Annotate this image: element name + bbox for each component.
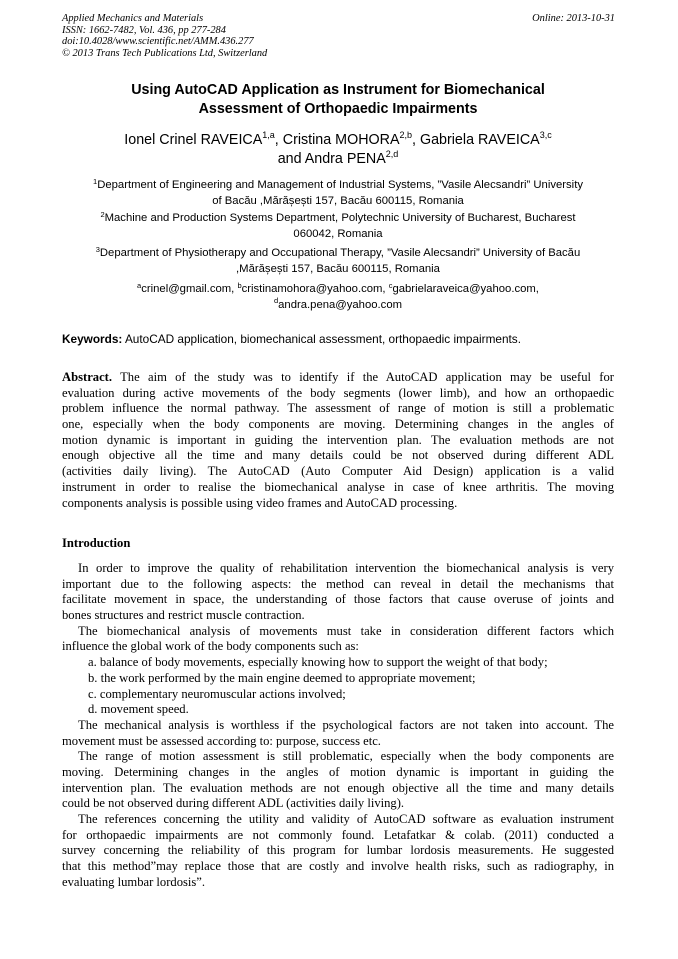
affiliation-3-text-1: Department of Physiotherapy and Occupational Therapy, ”Vasile Alecsandri” University of Bacău bbox=[99, 247, 581, 259]
email-d[interactable]: andra.pena@yahoo.com bbox=[278, 298, 403, 311]
intro-line: moving. Determining changes in the angles of motion dynamic is important in guiding the bbox=[62, 764, 614, 779]
keywords-label: Keywords: bbox=[62, 332, 123, 346]
affiliation-3-sup: 3 bbox=[95, 244, 100, 254]
abstract-line: evaluation during active movements of the body segments (lower limb), and how an orthopaedic bbox=[62, 385, 614, 400]
email-b[interactable]: cristinamohora@yahoo.com, bbox=[241, 283, 389, 295]
author-emails bbox=[62, 282, 614, 313]
online-date: Online: 2013-10-31 bbox=[532, 13, 615, 24]
affiliation-1 bbox=[62, 178, 614, 209]
list-item: c. complementary neuromuscular actions involved; bbox=[88, 686, 346, 701]
affiliation-1-text-1: Department of Engineering and Management of Industrial Systems, ”Vasile Alecsandri” University bbox=[97, 179, 583, 191]
abstract-line: (activities daily living). The AutoCAD (Auto Computer Aid Design) application is a valid bbox=[62, 464, 614, 479]
author-2-sup: 2,b bbox=[399, 130, 413, 140]
abstract-line: instrument in order to realise the biomechanical analyse in case of knee arthritis. The moving bbox=[62, 479, 614, 494]
affiliation-1-sup: 1 bbox=[93, 176, 98, 186]
author-4: and Andra PENA bbox=[277, 150, 386, 167]
intro-line: facilitate movement in space, the understanding of those factors that cause overuse of joints and bbox=[62, 592, 614, 607]
abstract-line: motion dynamic is important in guiding the intervention plan. The evaluation methods are not bbox=[62, 432, 614, 447]
title-line-2: Assessment of Orthopaedic Impairments bbox=[198, 100, 478, 117]
abstract-text: The aim of the study was to identify if the AutoCAD application may be useful for bbox=[112, 370, 614, 384]
author-list bbox=[62, 131, 614, 168]
intro-line: evaluating lumbar lordosis”. bbox=[62, 874, 206, 889]
affiliation-2-sup: 2 bbox=[100, 209, 105, 219]
email-a[interactable]: crinel@gmail.com, bbox=[141, 283, 238, 295]
journal-name: Applied Mechanics and Materials bbox=[62, 13, 204, 24]
intro-line: important due to the following aspects: the method can reveal in detail the mechanisms that bbox=[62, 576, 614, 591]
introduction-body bbox=[62, 561, 614, 890]
intro-line: for orthopaedic impairments are not commonly found. Letafatkar & colab. (2011) conducted a bbox=[62, 827, 614, 842]
affiliation-3-line-1 bbox=[62, 246, 614, 262]
intro-line: The mechanical analysis is worthless if the psychological factors are not taken into account. The bbox=[78, 717, 614, 732]
journal-meta bbox=[62, 13, 267, 59]
intro-line: In order to improve the quality of rehabilitation intervention the biomechanical analysis is very bbox=[78, 561, 614, 575]
list-item: d. movement speed. bbox=[88, 702, 189, 717]
list-item: b. the work performed by the main engine deemed to appropriate movement; bbox=[88, 670, 476, 685]
affiliation-2 bbox=[62, 211, 614, 242]
journal-doi: doi:10.4028/www.scientific.net/AMM.436.277 bbox=[62, 36, 254, 48]
intro-line: bones structures and restrict muscle contraction. bbox=[62, 608, 305, 623]
author-3: , Gabriela RAVEICA bbox=[412, 132, 540, 148]
intro-line: movement must be assessed according to: purpose, success etc. bbox=[62, 733, 381, 748]
keywords-text: AutoCAD application, biomechanical assessment, orthopaedic impairments. bbox=[122, 332, 521, 346]
journal-copyright: © 2013 Trans Tech Publications Ltd, Switzerland bbox=[62, 47, 268, 59]
intro-line: intervention plan. The evaluation methods are not enough objective all the time and many details bbox=[62, 780, 614, 795]
abstract bbox=[62, 370, 614, 511]
intro-line: The range of motion assessment is still problematic, especially when the body components are bbox=[78, 749, 614, 764]
author-1-sup: 1,a bbox=[262, 130, 275, 140]
author-2: , Cristina MOHORA bbox=[274, 132, 400, 148]
keywords bbox=[62, 332, 521, 346]
email-c-sup: c bbox=[388, 280, 393, 290]
abstract-line: components analysis is possible using video frames and AutoCAD processing. bbox=[62, 495, 458, 510]
email-d-sup: d bbox=[273, 296, 279, 306]
abstract-line: one, especially when the body components are moving. Determining changes in the angles of bbox=[62, 417, 614, 432]
affiliation-3 bbox=[62, 246, 614, 277]
email-b-sup: b bbox=[237, 280, 242, 290]
emails-line-1 bbox=[62, 282, 614, 298]
emails-line-2 bbox=[62, 298, 614, 314]
intro-line: that this method”may replace those that are costly and involve health risks, such as radiography, in bbox=[62, 859, 614, 874]
abstract-line bbox=[62, 370, 614, 386]
intro-line: survey concerning the reliability of this program for lumbar lordosis measurements. He suggested bbox=[62, 843, 614, 858]
abstract-line: problem influence the normal pathway. The assessment of range of motion is still a problematic bbox=[62, 401, 614, 416]
abstract-line: enough objective all the time and many details could be not observed during different ADL bbox=[62, 448, 614, 463]
abstract-label: Abstract. bbox=[62, 370, 113, 384]
authors-line-2 bbox=[62, 150, 614, 169]
email-c[interactable]: gabrielaraveica@yahoo.com, bbox=[392, 283, 539, 295]
affiliation-1-line-2: of Bacău ,Mărășești 157, Bacău 600115, Romania bbox=[212, 194, 464, 207]
email-a-sup: a bbox=[137, 280, 142, 290]
affiliation-2-line-1 bbox=[62, 211, 614, 227]
title-line-1: Using AutoCAD Application as Instrument for Biomechanical bbox=[131, 82, 545, 98]
author-4-sup: 2,d bbox=[385, 148, 399, 159]
affiliation-1-line-1 bbox=[62, 178, 614, 194]
authors-line-1 bbox=[62, 131, 614, 150]
list-item: a. balance of body movements, especially knowing how to support the weight of that body; bbox=[88, 655, 548, 670]
intro-line: The references concerning the utility and validity of AutoCAD software as evaluation instrument bbox=[78, 812, 614, 826]
affiliation-3-line-2: ,Mărășești 157, Bacău 600115, Romania bbox=[236, 262, 440, 275]
author-3-sup: 3,c bbox=[539, 130, 552, 140]
author-1: Ionel Crinel RAVEICA bbox=[124, 132, 263, 148]
intro-line: could be not observed during different ADL (activities daily living). bbox=[62, 796, 405, 811]
affiliation-2-line-2: 060042, Romania bbox=[293, 227, 383, 240]
intro-line: The biomechanical analysis of movements must take in consideration different factors which bbox=[78, 623, 614, 638]
intro-line: influence the global work of the body components such as: bbox=[62, 639, 359, 654]
paper-title bbox=[62, 81, 614, 118]
affiliation-2-text-1: Machine and Production Systems Department, Polytechnic University of Bucharest, Bucharest bbox=[104, 212, 576, 224]
journal-issn: ISSN: 1662-7482, Vol. 436, pp 277-284 bbox=[62, 24, 226, 36]
section-heading-introduction: Introduction bbox=[62, 536, 131, 550]
